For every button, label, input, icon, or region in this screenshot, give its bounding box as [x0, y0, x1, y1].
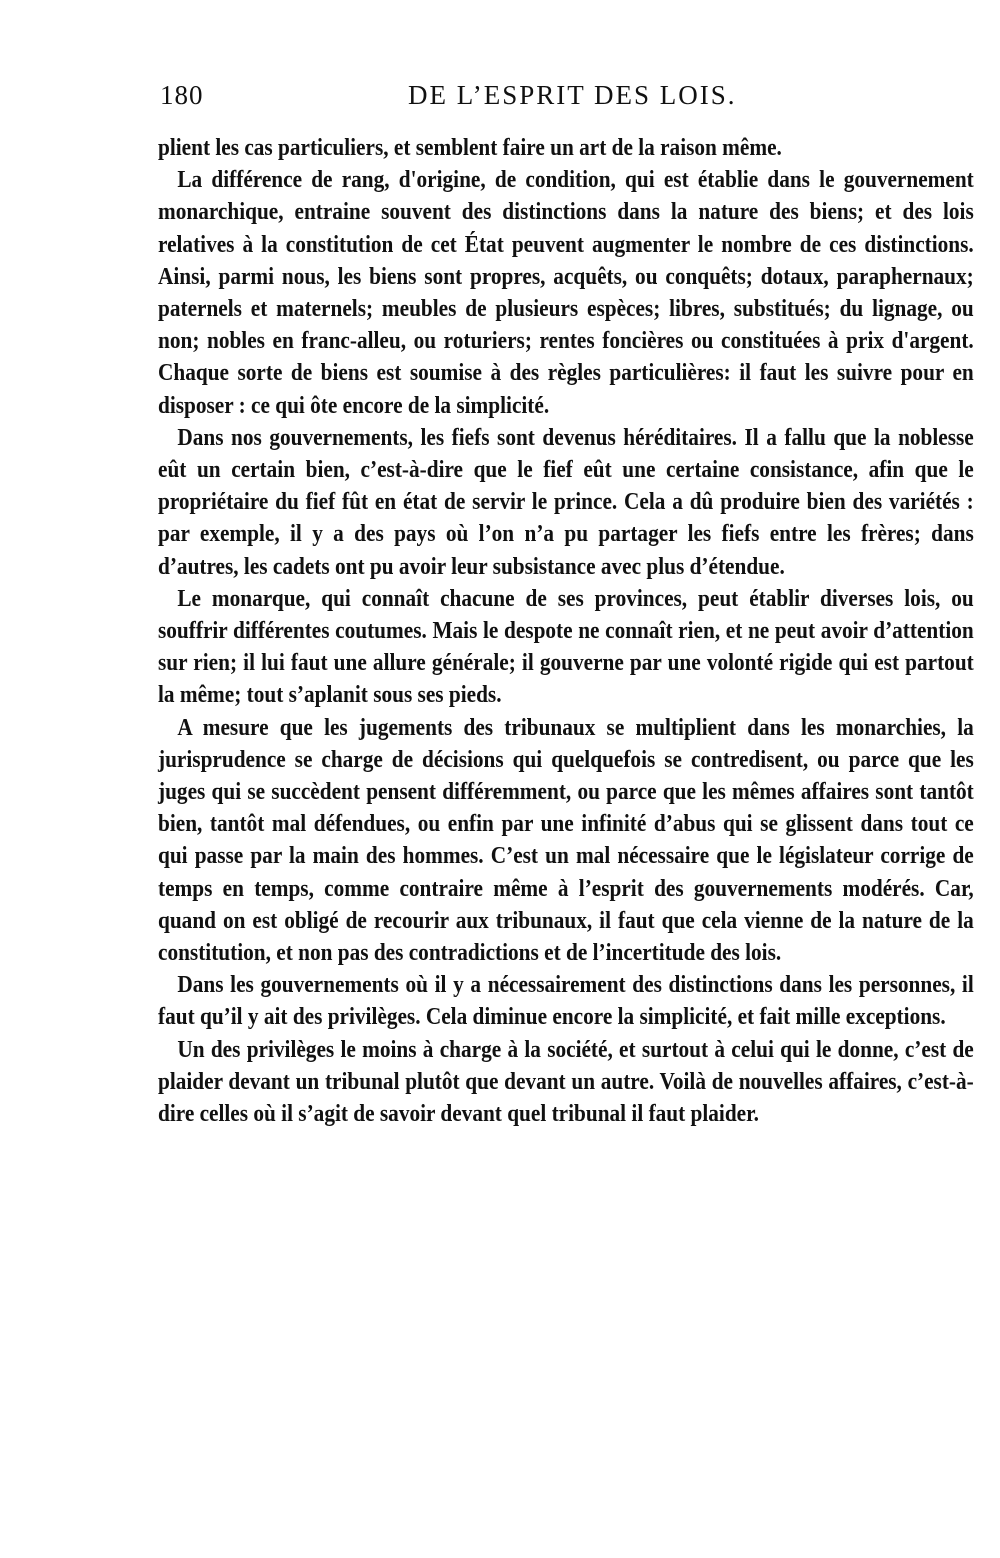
paragraph: A mesure que les jugements des tribunaux se multiplient dans les monarchies, la jurisprudence se charge de décisions qui quelquefois se contredisent, ou parce que les juges qui se succèdent pensent différemment, ou parce que les mêmes affaires sont tantôt bien, tantôt mal défendues, ou enfin par une infinité d’abus qui se glissent dans tout ce qui passe par la main des hommes. C’est un mal nécessaire que le législateur corrige de temps en temps, comme contraire même à l’esprit des gouvernements modérés. Car, quand on est obligé de recourir aux tribunaux, il faut que cela vienne de la nature de la constitution, et non pas des contradictions et de l’incertitude des lois.	[158, 713, 974, 967]
paragraph-continuation: plient les cas particuliers, et semblent faire un art de la raison même.	[158, 134, 782, 161]
book-page	[158, 78, 974, 1130]
running-title: DE L’ESPRIT DES LOIS.	[408, 80, 737, 110]
paragraph: Un des privilèges le moins à charge à la société, et surtout à celui qui le donne, c’est de plaider devant un tribunal plutôt que devant un autre. Voilà de nouvelles affaires, c’est-à-dire celles où il s’agit de savoir devant quel tribunal il faut plaider.	[158, 1035, 974, 1128]
paragraph: Dans les gouvernements où il y a nécessairement des distinctions dans les personnes, il faut qu’il y ait des privilèges. Cela diminue encore la simplicité, et fait mille exceptions.	[158, 971, 974, 1031]
paragraph: Dans nos gouvernements, les fiefs sont devenus héréditaires. Il a fallu que la noblesse eût un certain bien, c’est-à-dire que le fief eût une certaine consistance, afin que le propriétaire du fief fût en état de servir le prince. Cela a dû produire bien des variétés : par exemple, il y a des pays où l’on n’a pu partager les fiefs entre les frères; dans d’autres, les cadets ont pu avoir leur subsistance avec plus d’étendue.	[158, 423, 974, 580]
paragraph: Le monarque, qui connaît chacune de ses provinces, peut établir diverses lois, ou souffrir différentes coutumes. Mais le despote ne connaît rien, et ne peut avoir d’attention sur rien; il lui faut une allure générale; il gouverne par une volonté rigide qui est partout la même; tout s’aplanit sous ses pieds.	[158, 584, 974, 709]
body-text	[158, 132, 974, 1130]
running-head	[158, 78, 974, 118]
paragraph: La différence de rang, d'origine, de condition, qui est établie dans le gouvernement monarchique, entraine souvent des distinctions dans la nature des biens; et des lois relatives à la constitution de cet État peuvent augmenter le nombre de ces distinctions. Ainsi, parmi nous, les biens sont propres, acquêts, ou conquêts; dotaux, paraphernaux; paternels et maternels; meubles de plusieurs espèces; libres, substitués; du lignage, ou non; nobles en franc-alleu, ou roturiers; rentes foncières ou constituées à prix d'argent. Chaque sorte de biens est soumise à des règles particulières: il faut les suivre pour en disposer : ce qui ôte encore de la simplicité.	[158, 166, 974, 419]
page-number: 180	[160, 80, 204, 110]
